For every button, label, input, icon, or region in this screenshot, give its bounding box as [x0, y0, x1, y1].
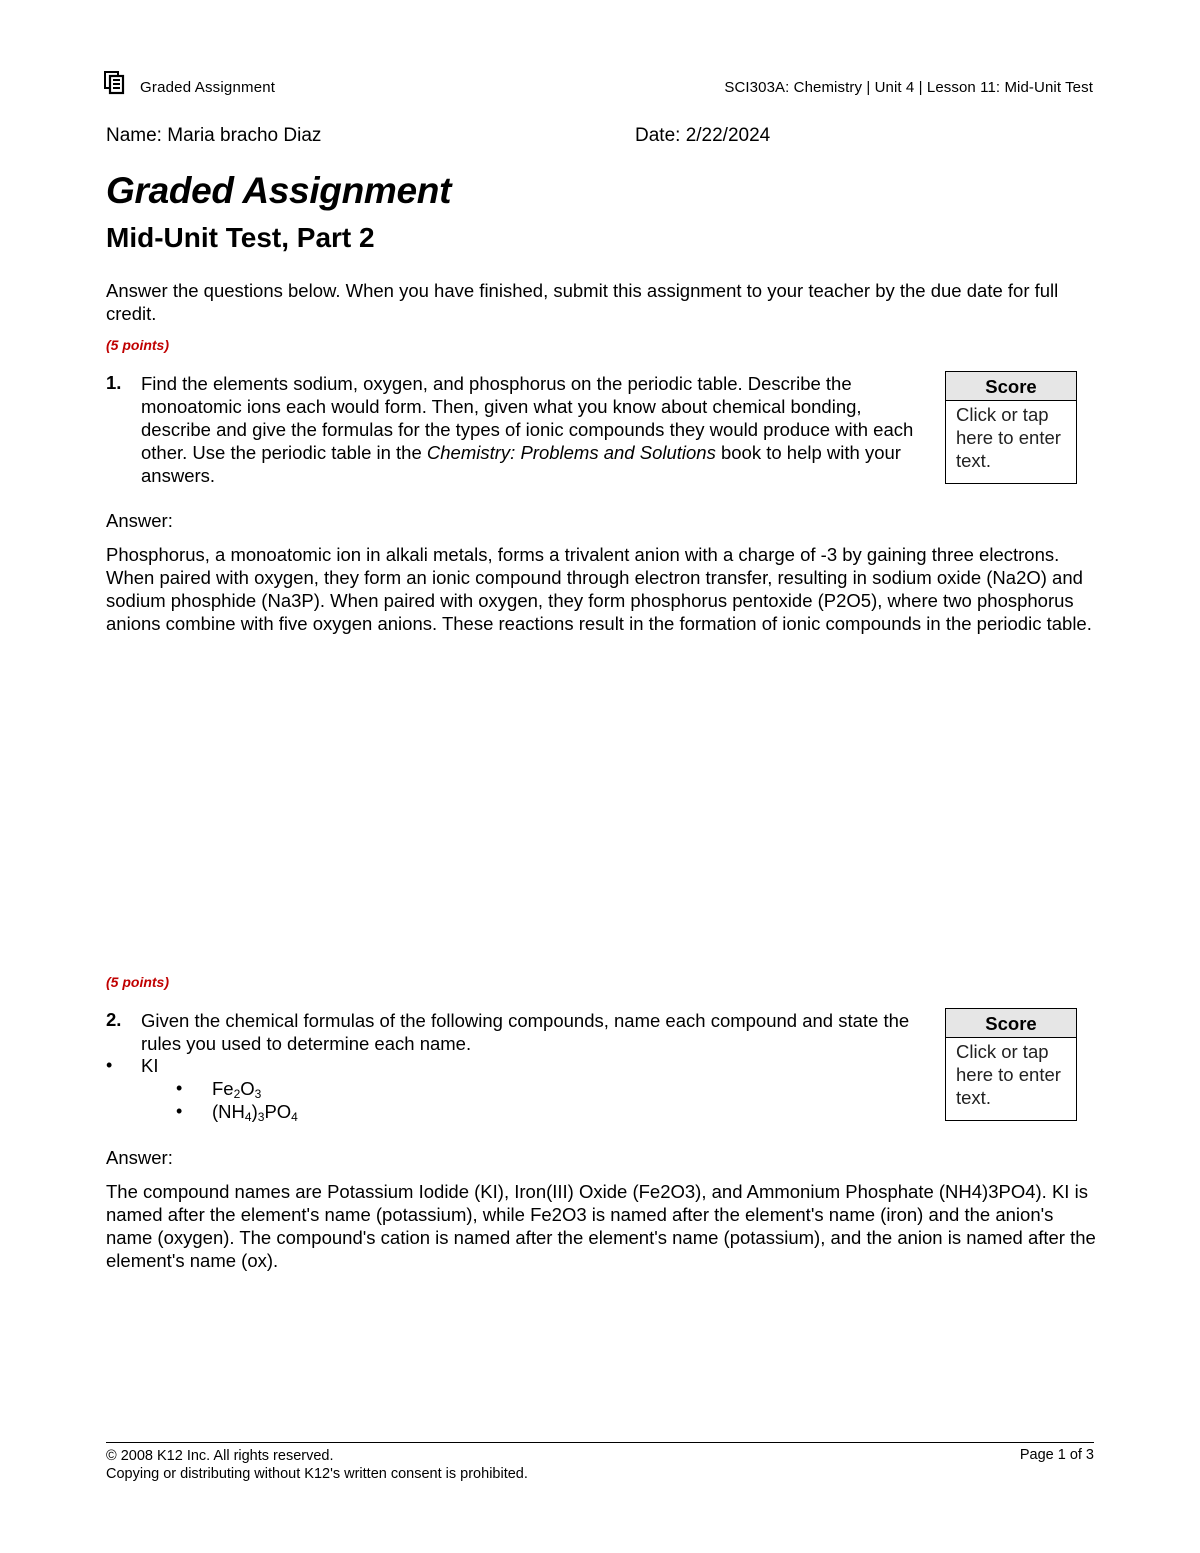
- question-1-score-box[interactable]: [945, 371, 1077, 484]
- question-2-answer-label: Answer:: [106, 1147, 173, 1168]
- question-1-answer: Phosphorus, a monoatomic ion in alkali metals, forms a trivalent anion with a charge of -3 by gaining three electrons. When paired with oxygen, they form an ionic compound through electron transfer, resulting in sodium oxide (Na2O) and sodium phosphide (Na3P). When paired with oxygen, they form phosphorus pentoxide (P2O5), where two phosphorus anions combine with five oxygen anions. These reactions result in the formation of ionic compounds in the periodic table.: [106, 544, 1092, 634]
- student-name: Name: Maria bracho Diaz: [106, 125, 322, 146]
- page-number: Page 1 of 3: [1019, 1447, 1094, 1463]
- footer-divider: [106, 1442, 1094, 1443]
- bullet-icon: •: [176, 1101, 183, 1121]
- compound-formula: $Fe_2O_3$: [212, 1078, 262, 1101]
- compound-formula: $(NH_4)_3PO_4$: [212, 1101, 298, 1124]
- score-label: Score: [946, 372, 1076, 401]
- footer-copyright-line-2: Copying or distributing without K12's written consent is prohibited.: [106, 1466, 528, 1482]
- document-icon: [104, 71, 126, 95]
- footer-copyright-line-1: © 2008 K12 Inc. All rights reserved.: [106, 1448, 334, 1464]
- question-2-points: (5 points): [106, 974, 169, 990]
- question-1-text-before: Find the elements sodium, oxygen, and phosphorus on the periodic table. Describe the monoatomic ions each would form. Then, given what you know about chemical bonding, describe and give the formulas for the types of ionic compounds they would produce with each other. Use the periodic table in the: [141, 373, 914, 463]
- score-label: Score: [946, 1009, 1076, 1038]
- footer-copyright: [106, 1447, 528, 1483]
- bullet-icon: •: [106, 1055, 113, 1075]
- header-left-label: Graded Assignment: [140, 79, 276, 96]
- page-title: Graded Assignment: [106, 170, 452, 211]
- question-2-score-field[interactable]: Click or tap here to enter text.: [956, 1041, 1061, 1108]
- question-1-text: [141, 372, 921, 487]
- page-subtitle: Mid-Unit Test, Part 2: [106, 222, 375, 253]
- question-1-book-title: Chemistry: Problems and Solutions: [426, 442, 716, 463]
- question-2-number: 2.: [106, 1009, 122, 1030]
- question-2-score-box[interactable]: [945, 1008, 1077, 1121]
- question-1-number: 1.: [106, 372, 122, 393]
- question-1-points: (5 points): [106, 337, 169, 353]
- compound-formula: KI: [141, 1055, 159, 1076]
- bullet-icon: •: [176, 1078, 183, 1098]
- question-2-text: Given the chemical formulas of the following compounds, name each compound and state the rules you used to determine each name.: [141, 1010, 910, 1054]
- question-1-text-after: book to help with your answers.: [141, 442, 901, 486]
- question-1-answer-label: Answer:: [106, 510, 173, 531]
- assignment-date: Date: 2/22/2024: [635, 125, 771, 146]
- question-2-answer: The compound names are Potassium Iodide (KI), Iron(III) Oxide (Fe2O3), and Ammonium Phosphate (NH4)3PO4). KI is named after the element's name (potassium), while Fe2O3 is named after the element's name (iron) and the anion's name (oxygen). The compound's cation is named after the element's name (potassium), and the anion is named after the element's name (ox).: [106, 1181, 1096, 1271]
- instructions: Answer the questions below. When you have finished, submit this assignment to your teacher by the due date for full credit.: [106, 280, 1059, 324]
- question-1-score-field[interactable]: Click or tap here to enter text.: [956, 404, 1061, 471]
- header-course-label: SCI303A: Chemistry | Unit 4 | Lesson 11: Mid-Unit Test: [724, 79, 1093, 96]
